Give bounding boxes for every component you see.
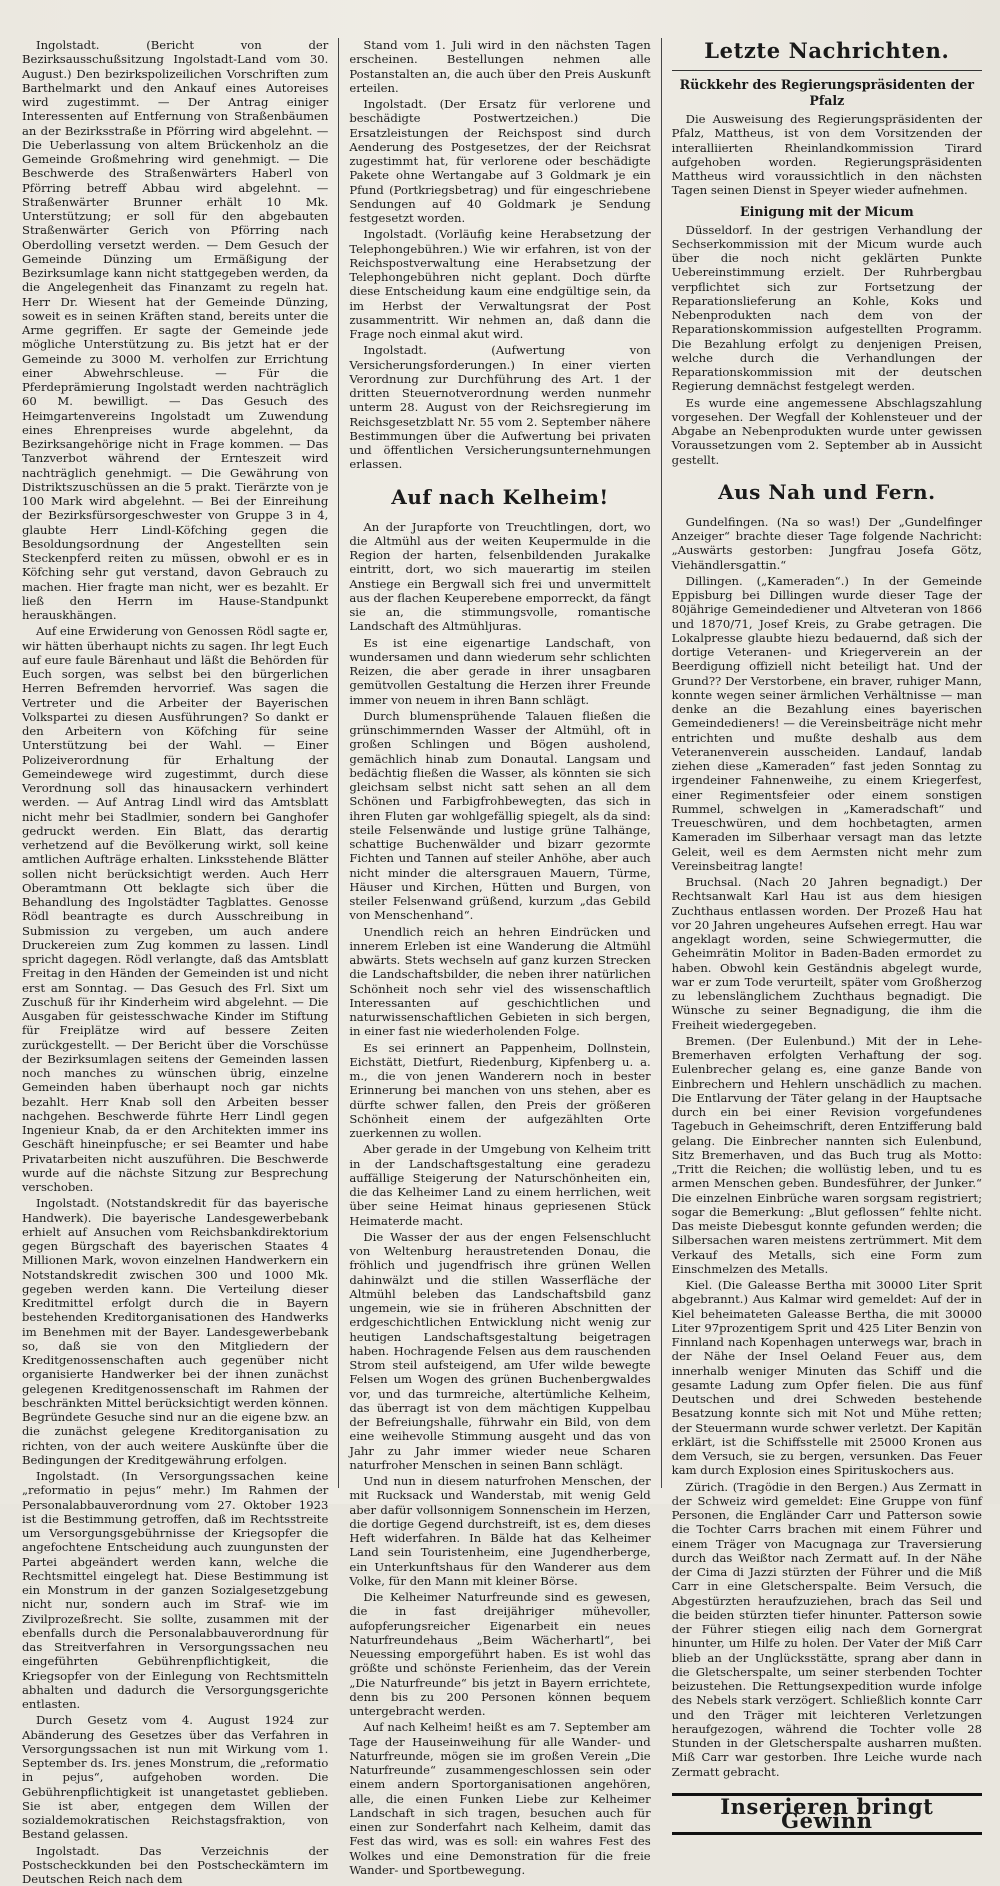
article-text: Durch blumensprühende Talauen fließen die grünschimmernden Wasser der Altmühl, oft in großen Schlingen und Bögen ausholend, gemächlich hinab zum Donautal. Langsam und bedächtig fließen die Wasser, als könnten sie sich gleichsam selbst nicht satt sehen an all dem Schönen und Farbigfrohbewegten, das sich in ihren Fluten gar wohlgefällig spiegelt, als da sind: steile Felsenwände und lustige grüne Talhänge, schattige Buchenwälder und bizarr gezormte Fichten und Tannen auf steiler Anhöhe, aber auch nicht minder die altersgrauen Mauern, Türme, Häuser und Kirchen, Hütten und Burgen, von steiler Felsenwand grüßend, kurzum „das Gebild von Menschenhand“. (349, 709, 650, 923)
article-text: Und nun in diesem naturfrohen Menschen, der mit Rucksack und Wanderstab, mit wenig Geld aber dafür vollsonnigem Sonnenschein im Herzen, die dortige Gegend durchstreift, ist es, dem dieses Heft widerfahren. In Bälde hat das Kelheimer Land sein Touristenheim, eine Jugendherberge, ein Unterkunftshaus für den Wanderer aus dem Volke, für den Mann mit kleiner Börse. (349, 1474, 650, 1588)
article-text: Die Kelheimer Naturfreunde sind es gewesen, die in fast dreijähriger mühevoller, aufopferungsreicher Eigenarbeit ein neues Naturfreundehaus „Beim Wächerhartl“, bei Neuessing emporgeführt haben. Es ist wohl das größte und schönste Ferienheim, das der Verein „Die Naturfreunde“ bis jetzt in Bayern errichtete, denn bis zu 200 Personen können bequem untergebracht werden. (349, 1590, 650, 1718)
article-kiel: Kiel. (Die Galeasse Bertha mit 30000 Liter Sprit abgebrannt.) Aus Kalmar wird gemeldet: Auf der in Kiel beheimateten Galeasse Bertha, die mit 30000 Liter 97prozentigem Sprit und 425 Liter Benzin von Finnland nach Kopenhagen unterwegs war, brach in der Nähe der Insel Oeland Feuer aus, dem innerhalb weniger Minuten das Schiff und die gesamte Ladung zum Opfer fielen. Die aus fünf Deutschen und drei Schweden bestehende Besatzung konnte sich mit Not und Mühe retten; der Steuermann wurde schwer verletzt. Der Kapitän erklärt, ist die Schiffsstelle mit 25000 Kronen aus dem Versuch, sie zu bergen, versunken. Das Feuer kam durch Explosion eines Spirituskochers aus. (672, 1278, 982, 1478)
article-text: Es ist eine eigenartige Landschaft, von wundersamen und dann wiederum sehr schlichten Reizen, die aber gerade in ihrer unsagbaren gemütvollen Gestaltung die Herzen ihrer Freunde immer von neuem in ihren Bann schlägt. (349, 636, 650, 707)
subheading-micum: Einigung mit der Micum (672, 204, 982, 220)
advertisement-banner: Inserieren bringt Gewinn (672, 1793, 982, 1836)
article-postwertzeichen: Ingolstadt. (Der Ersatz für verlorene und beschädigte Postwertzeichen.) Die Ersatzleistungen der Reichspost sind durch Aenderung des Postgesetzes, der der Reichsrat zugestimmt hat, für verlorene oder beschädigte Pakete ohne Wertangabe auf 3 Goldmark je ein Pfund (Portkriegsbetrag) und für eingeschriebene Sendungen auf 40 Goldmark je Sendung festgesetzt worden. (349, 97, 650, 225)
article-bruchsal: Bruchsal. (Nach 20 Jahren begnadigt.) Der Rechtsanwalt Karl Hau ist aus dem hiesigen Zuchthaus entlassen worden. Der Prozeß Hau hat vor 20 Jahren ungeheures Aufsehen erregt. Hau war angeklagt worden, seine Schwiegermutter, die Geheimrätin Molitor in Baden-Baden ermordet zu haben. Obwohl kein Geständnis abgelegt wurde, war er zum Tode verurteilt, später vom Großherzog zu lebenslänglichem Zuchthaus begnadigt. Die Wünsche zu seiner Begnadigung, die ihm die Freiheit wiedergegeben. (672, 875, 982, 1032)
article-text: Unendlich reich an hehren Eindrücken und innerem Erleben ist eine Wanderung die Altmühl abwärts. Stets wechseln auf ganz kurzen Strecken die Landschaftsbilder, die neben ihrer natürlichen Schönheit noch sehr viel des wissenschaftlich Interessanten auf geschichtlichen und naturwissenschaftlichen Gebieten in sich bergen, in einer fast nie wiederholenden Folge. (349, 925, 650, 1039)
article-telephongebuehren: Ingolstadt. (Vorläufig keine Herabsetzung der Telephongebühren.) Wie wir erfahren, ist von der Reichspostverwaltung eine Herabsetzung der Telephongebühren nicht geplant. Doch dürfte diese Entscheidung kaum eine endgültige sein, da im Herbst der Verwaltungsrat der Post zusammentritt. Wir nehmen an, daß dann die Frage noch einmal akut wird. (349, 227, 650, 341)
column-3 (662, 38, 982, 1484)
headline-kelheim: Auf nach Kelheim! (349, 484, 650, 510)
article-postscheck: Ingolstadt. Das Verzeichnis der Postscheckkunden bei den Postscheckämtern im Deutschen Reich nach dem (22, 1844, 328, 1886)
article-text: An der Jurapforte von Treuchtlingen, dort, wo die Altmühl aus der weiten Keupermulde in die Region der harten, felsenbildenden Jurakalke eintritt, dort, wo sich mauerartig im steilen Anstiege ein Bergwall sich frei und unvermittelt aus der flachen Keuperebene emporreckt, da fängt sie an, die stimmungsvolle, romantische Landschaft des Altmühljuras. (349, 520, 650, 634)
headline-letzte-nachrichten: Letzte Nachrichten. (672, 38, 982, 64)
column-layout (22, 38, 982, 1484)
article-versicherung: Ingolstadt. (Aufwertung von Versicherungsforderungen.) In einer vierten Verordnung zur Durchführung des Art. 1 der dritten Steuernotverordnung werden nunmehr unterm 28. August von der Reichsregierung im Reichsgesetzblatt Nr. 55 vom 2. September nähere Bestimmungen über die Aufwertung bei privaten und öffentlichen Versicherungsunternehmungen erlassen. (349, 343, 650, 471)
article-bremen: Bremen. (Der Eulenbund.) Mit der in Lehe-Bremerhaven erfolgten Verhaftung der sog. Eulenbrecher gelang es, eine ganze Bande von Einbrechern und Hehlern unschädlich zu machen. Die Entlarvung der Täter gelang in der Hauptsache durch ein bei einer Revision vorgefundenes Tagebuch in Geheimschrift, deren Entzifferung bald gelang. Die Einbrecher nannten sich Eulenbund, Sitz Bremerhaven, und das Buch trug als Motto: „Tritt die Reichen; die wollüstig leben, und tu es armen Menschen geben. Bundesführer, der Junker.“ Die einzelnen Einbrüche waren sorgsam registriert; sogar die Bemerkung: „Blut geflossen“ fehlte nicht. Das meiste Diebesgut konnte gefunden werden; die Silbersachen waren meistens zertrümmert. Mit dem Verkauf des Metalls, sich eine Form zum Einschmelzen des Metalls. (672, 1034, 982, 1276)
column-1 (22, 38, 338, 1484)
article-text: Auf nach Kelheim! heißt es am 7. September am Tage der Hauseinweihung für alle Wander- und Naturfreunde, mögen sie im großen Verein „Die Naturfreunde“ zusammengeschlossen sein oder einem andern Sportorganisationen angehören, alle, die einen Funken Liebe zur Kelheimer Landschaft in sich tragen, besuchen auch für einen zur Sonderfahrt nach Kelheim, damit das Fest das wird, was es soll: ein wahres Fest des Wolkes und eine Demonstration für die freie Wander- und Sportbewegung. (349, 1720, 650, 1877)
article-text: Es wurde eine angemessene Abschlagszahlung vorgesehen. Der Wegfall der Kohlensteuer und der Abgabe an Nebenprodukten wurde unter gewissen Voraussetzungen vom 2. September ab in Aussicht gestellt. (672, 396, 982, 467)
article-duesseldorf: Düsseldorf. In der gestrigen Verhandlung der Sechserkommission mit der Micum wurde auch über die noch nicht geklärten Punkte Uebereinstimmung erzielt. Der Ruhrbergbau verpflichtet sich zur Fortsetzung der Reparationslieferung an Kohle, Koks und Nebenprodukten nach dem von der Reparationskommission aufgestellten Programm. Die Bezahlung erfolgt zu denjenigen Preisen, welche durch die Verhandlungen der Reparationskommission mit der deutschen Regierung demnächst festgelegt werden. (672, 223, 982, 394)
article-text: Durch Gesetz vom 4. August 1924 zur Abänderung des Gesetzes über das Verfahren in Versorgungssachen ist nun mit Wirkung vom 1. September ds. Irs. jenes Monstrum, die „reformatio in pejus“, aufgehoben worden. Die Gebührenpflichtigkeit ist unangetastet geblieben. Sie ist aber, entgegen dem Willen der sozialdemokratischen Reichstagsfraktion, von Bestand gelassen. (22, 1713, 328, 1841)
headline-aus-nah-und-fern: Aus Nah und Fern. (672, 479, 982, 505)
article-dillingen: Dillingen. („Kameraden“.) In der Gemeinde Eppisburg bei Dillingen wurde dieser Tage der 80jährige Gemeindediener und Altveteran von 1866 und 1870/71, Josef Kreis, zu Grabe getragen. Die Lokalpresse glaubte hiezu bedauernd, daß sich der dortige Veteranen- und Kriegerverein an der Beerdigung offiziell nicht beteiligt hat. Und der Grund?? Der Verstorbene, ein braver, ruhiger Mann, konnte wegen seiner ärmlichen Verhältnisse — man denke an die Bezahlung eines bayerischen Gemeindedieners! — die Vereinsbeiträge nicht mehr entrichten und mußte deshalb aus dem Veteranenverein ausscheiden. Landauf, landab ziehen diese „Kameraden“ fast jeden Sonntag zu irgendeiner Fahnenweihe, zu einem Kriegerfest, einer Regimentsfeier oder einem sonstigen Rummel, schwelgen in „Kameradschaft“ und Treueschwüren, und dem hochbetagten, armen Kameraden im Silberhaar versagt man das letzte Geleit, weil es dem Aermsten nicht mehr zum Vereinsbeitrag langte! (672, 574, 982, 873)
article-text: Die Ausweisung des Regierungspräsidenten der Pfalz, Mattheus, ist von dem Vorsitzenden der interalliierten Rheinlandkommission Tirard aufgehoben worden. Regierungspräsidenten Mattheus wird voraussichtlich in den nächsten Tagen seinen Dienst in Speyer wieder aufnehmen. (672, 112, 982, 198)
article-text: Stand vom 1. Juli wird in den nächsten Tagen erscheinen. Bestellungen nehmen alle Postanstalten an, die auch über den Preis Auskunft erteilen. (349, 38, 650, 95)
column-2 (339, 38, 660, 1484)
article-text: Aber gerade in der Umgebung von Kelheim tritt in der Landschaftsgestaltung eine geradezu auffällige Steigerung der Naturschönheiten ein, die das Kelheimer Land zu einem herrlichen, weit über seine Heimat hinaus gepriesenen Stück Heimaterde macht. (349, 1142, 650, 1228)
article-notstandskredit: Ingolstadt. (Notstandskredit für das bayerische Handwerk). Die bayerische Landesgewerbebank erhielt auf Ansuchen vom Reichsbankdirektorium gegen Bürgschaft des bayerischen Staates 4 Millionen Mark, wovon einzelnen Handwerkern ein Notstandskredit zwischen 300 und 1000 Mk. gegeben werden kann. Die Verteilung dieser Kreditmittel erfolgt durch die in Bayern bestehenden Kreditorganisationen des Handwerks im Benehmen mit der Bayer. Landesgewerbebank so, daß sie von den Mitgliedern der Kreditgenossenschaften auch gegenüber nicht organisierte Handwerker bei der ihnen zunächst gelegenen Kreditgenossenschaft im Rahmen der beschränkten Mittel berücksichtigt werden können. Begründete Gesuche sind nur an die eigene bzw. an die zunächst gelegene Kreditorganisation zu richten, von der auch weitere Auskünfte über die Bedingungen der Kreditgewährung erfolgen. (22, 1196, 328, 1467)
article-gundelfingen: Gundelfingen. (Na so was!) Der „Gundelfinger Anzeiger“ brachte dieser Tage folgende Nachricht: „Auswärts gestorben: Jungfrau Josefa Götz, Viehändlersgattin.“ (672, 515, 982, 572)
divider-line (672, 70, 982, 71)
article-ingolstadt-bezirksausschuss: Ingolstadt. (Bericht von der Bezirksausschußsitzung Ingolstadt-Land vom 30. August.) Den bezirkspolizeilichen Vorschriften zum Barthelmarkt und den Ankauf eines Autoreises wird zugestimmt. — Der Antrag einiger Interessenten auf Entfernung von Straßenbäumen an der Bezirksstraße in Pförring wird abgelehnt. — Die Ueberlassung von altem Brückenholz an die Gemeinde Großmehring wird genehmigt. — Die Beschwerde des Straßenwärters Haberl von Pförring betreff Abbau wird abgelehnt. — Straßenwärter Brunner erhält 10 Mk. Unterstützung; er soll für den abgebauten Straßenwärter Gerich von Pförring nach Oberdolling versetzt werden. — Dem Gesuch der Gemeinde Dünzing um Ermäßigung der Bezirksumlage kann nicht stattgegeben werden, da die Angelegenheit das Finanzamt zu regeln hat. Herr Dr. Wiesent hat der Gemeinde Dünzing, soweit es in seinen Kräften stand, bereits unter die Arme gegriffen. Er sagte der Gemeinde jede mögliche Unterstützung zu. Bis jetzt hat er der Gemeinde zu 3000 M. verholfen zur Errichtung einer Abwehrschleuse. — Für die Pferdeprämierung Ingolstadt werden nachträglich 60 M. bewilligt. — Das Gesuch des Heimgartenvereins Ingolstadt um Zuwendung eines Ehrenpreises wurde abgelehnt, da Bezirksangehörige nicht in Frage kommen. — Das Tanzverbot während der Ernteszeit wird nachträglich genehmigt. — Die Gewährung von Distriktszuschüssen an die 5 prakt. Tierärzte von je 100 Mark wird abgelehnt. — Bei der Einreihung der Bezirksfürsorgeschwester von Gruppe 3 in 4, glaubte Herr Lindl-Köfching gegen die Besoldungsordnung der Angestellten sein Steckenpferd reiten zu müssen, obwohl er es in Köfching sehr gut verstand, davon Gebrauch zu machen. Hier fragte man nicht, wer es bezahlt. Er ließ den Herrn im Hause-Standpunkt herauskhängen. (22, 38, 328, 622)
subheading-pfalz: Rückkehr des Regierungspräsidenten der Pfalz (672, 77, 982, 109)
article-text: Es sei erinnert an Pappenheim, Dollnstein, Eichstätt, Dietfurt, Riedenburg, Kipfenberg u. a. m., die von jenen Wanderern noch in bester Erinnerung bei manchen von uns stehen, aber es dürfte schwer fallen, den Preis der größeren Schönheit einem der aufgezählten Orte zuerkennen zu wollen. (349, 1041, 650, 1141)
article-text: Auf eine Erwiderung von Genossen Rödl sagte er, wir hätten überhaupt nichts zu sagen. Ihr legt Euch auf eure faule Bärenhaut und läßt die Behörden für Euch sorgen, was selbst bei den bürgerlichen Herren Befremden hervorrief. Was sagen die Vertreter und die Arbeiter der Bayerischen Volkspartei zu diesen Ausführungen? So dankt er den Arbeitern von Köfching für seine Unterstützung bei der Wahl. — Einer Polizeiverordnung für Erhaltung der Gemeindewege wird zugestimmt, durch diese Verordnung soll das hinausackern verhindert werden. — Auf Antrag Lindl wird das Amtsblatt nicht mehr bei Stadlmier, sondern bei Ganghofer gedruckt werden. Ein Blatt, das derartig verhetzend auf die Bevölkerung wirkt, soll keine amtlichen Aufträge erhalten. Linksstehende Blätter sollen nicht berücksichtigt werden. Auch Herr Oberamtmann Ott beklagte sich über die Behandlung des Ingolstädter Tagblattes. Genosse Rödl beantragte es durch Ausschreibung in Submission zu vergeben, um auch andere Druckereien zum Zug kommen zu lassen. Lindl spricht dagegen. Rödl verlangte, daß das Amtsblatt Freitag in den Händen der Gemeinden ist und nicht erst am Sonntag. — Das Gesuch des Frl. Sixt um Zuschuß für ihr Kinderheim wird abgelehnt. — Die Ausgaben für geistesschwache Kinder im Stiftung für Freiplätze wird auf bessere Zeiten zurückgestellt. — Der Bericht über die Vorschüsse der Bezirksumlagen seitens der Gemeinden lassen noch manches zu wünschen übrig, einzelne Gemeinden haben überhaupt noch gar nichts bezahlt. Herr Knab soll den Arbeiten besser nachgehen. Beschwerde führte Herr Lindl gegen Ingenieur Knab, da er den Architekten immer ins Geschäft hineinpfusche; er sei Beamter und habe Privatarbeiten nicht auszuführen. Die Beschwerde wurde auf die nächste Sitzung zur Besprechung verschoben. (22, 624, 328, 1194)
article-versorgungssachen: Ingolstadt. (In Versorgungssachen keine „reformatio in pejus“ mehr.) Im Rahmen der Personalabbauverordnung vom 27. Oktober 1923 ist die Bestimmung getroffen, daß im Rechtsstreite um Versorgungsgebührnisse der Kriegsopfer die angefochtene Entscheidung auch zuungunsten der Partei abgeändert werden kann, welche die Rechtsmittel eingelegt hat. Diese Bestimmung ist ein Monstrum in der ganzen Sozialgesetzgebung nicht nur, sondern auch im Straf- wie im Zivilprozeßrecht. Sie sollte, zusammen mit der ebenfalls durch die Personalabbauverordnung für das Streitverfahren in Versorgungssachen neu eingeführten Gebührenpflichtigkeit, die Kriegsopfer von der Einlegung von Rechtsmitteln abhalten und dadurch die Versorgungsgerichte entlasten. (22, 1469, 328, 1711)
article-text: Die Wasser der aus der engen Felsenschlucht von Weltenburg heraustretenden Donau, die fröhlich und jugendfrisch ihre grünen Wellen dahinwälzt und die stillen Wasserfläche der Altmühl beleben das Landschaftsbild ganz ungemein, wie sie in früheren Abschnitten der erdgeschichtlichen Entwicklung nicht wenig zur heutigen Landschaftsgestaltung beigetragen haben. Hochragende Felsen aus dem rauschenden Strom steil aufsteigend, am Ufer wilde bewegte Felsen um Wogen des grünen Buchenbergwaldes vor, und das turmreiche, altertümliche Kelheim, das überragt ist von dem mächtigen Kuppelbau der Befreiungshalle, führwahr ein Bild, von dem eine weihevolle Stimmung ausgeht und das von Jahr zu Jahr immer wieder neue Scharen naturfroher Menschen in seinen Bann schlägt. (349, 1230, 650, 1472)
article-zuerich: Zürich. (Tragödie in den Bergen.) Aus Zermatt in der Schweiz wird gemeldet: Eine Gruppe von fünf Personen, die Engländer Carr und Patterson sowie die Tochter Carrs brachen mit einem Führer und einem Träger von Macugnaga zur Traversierung durch das Weißtor nach Zermatt auf. In der Nähe der Cima di Jazzi stürzten der Führer und die Miß Carr in eine Gletscherspalte. Beim Versuch, die Abgestürzten heraufzuziehen, brach das Seil und die beiden stürzten tiefer hinunter. Patterson sowie der Führer stiegen eilig nach dem Gornergrat hinunter, um Hilfe zu holen. Der Vater der Miß Carr blieb an der Unglücksstätte, sprang aber dann in die Gletscherspalte, um seiner sterbenden Tochter beizustehen. Die Rettungsexpedition wurde infolge des Nebels stark verzögert. Schließlich konnte Carr und den Träger mit leichteren Verletzungen heraufgezogen, während die Tochter volle 28 Stunden in der Gletscherspalte ausharren mußten. Miß Carr war gestorben. Ihre Leiche wurde nach Zermatt gebracht. (672, 1480, 982, 1779)
